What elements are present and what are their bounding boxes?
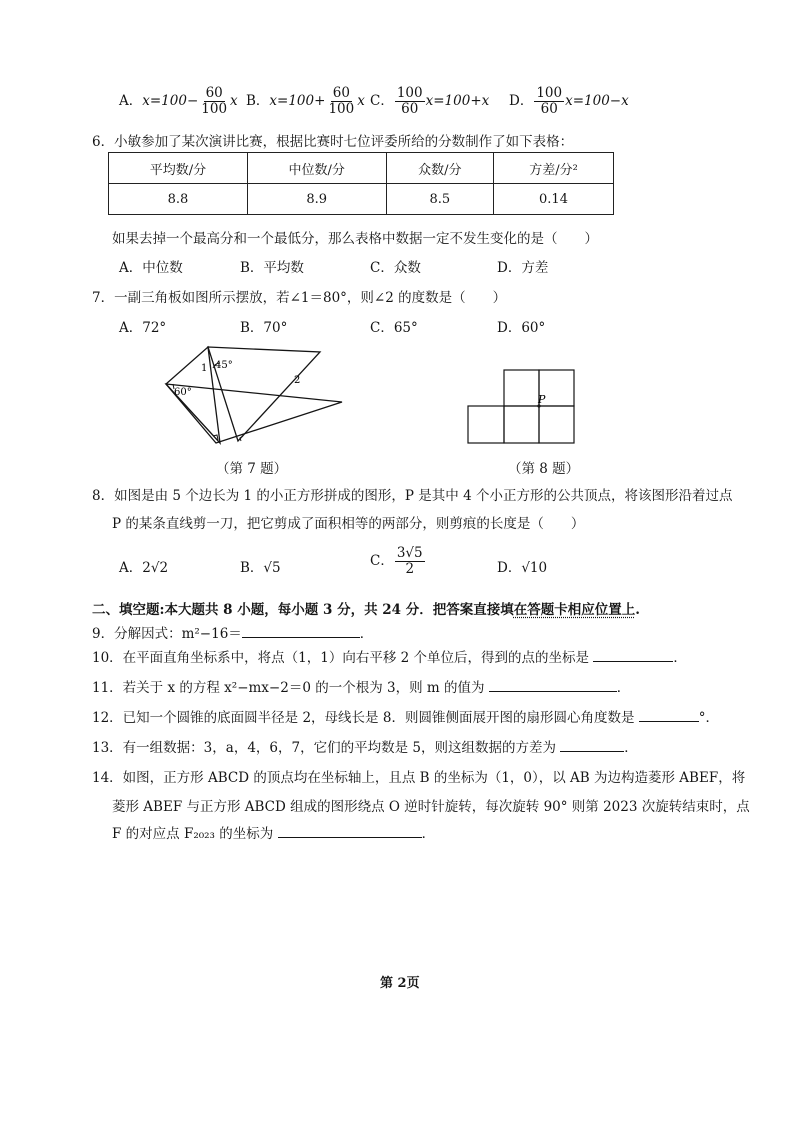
q14-line2: 菱形 ABEF 与正方形 ABCD 组成的图形绕点 O 逆时针旋转，每次旋转 90° 则第 2023 次旋转结束时，点 [112,799,750,815]
q6-option-b: B．平均数 [240,260,304,276]
q7-option-d: D．60° [497,320,546,336]
table-row [109,184,614,215]
q11: 11．若关于 x 的方程 x²−mx−2＝0 的一个根为 3，则 m 的值为 ． [92,680,631,696]
fig8-caption: （第 8 题） [508,461,580,477]
q12: 12．已知一个圆锥的底面圆半径是 2，母线长是 8．则圆锥侧面展开图的扇形圆心角度数是 °． [92,710,719,726]
q5-option-c: C． $\frac{100}{60}$ x=100+x [370,85,490,117]
q14-line1: 14．如图，正方形 ABCD 的顶点均在坐标轴上，且点 B 的坐标为（1，0），以 AB 为边构造菱形 ABEF，将 [92,770,746,786]
q13: 13．有一组数据：3，a，4，6，7，它们的平均数是 5，则这组数据的方差为 ． [92,740,638,756]
q9-answer-blank[interactable] [242,625,360,638]
q14-line3: F 的对应点 F₂₀₂₃ 的坐标为 ． [112,826,436,842]
q8-stem-line1: 8．如图是由 5 个边长为 1 的小正方形拼成的图形，P 是其中 4 个小正方形的公共顶点，将该图形沿着过点 [92,488,733,504]
q6-question: 如果去掉一个最高分和一个最低分，那么表格中数据一定不发生变化的是（ ） [112,231,598,247]
table-header-row [109,153,614,184]
q10: 10．在平面直角坐标系中，将点（1，1）向右平移 2 个单位后，得到的点的坐标是 ． [92,650,687,666]
q6-option-c: C．众数 [370,260,421,276]
q7-option-c: C．65° [370,320,418,336]
q5-option-b: B．x=100+ $\frac{60}{100}$ x [246,85,365,117]
angle-45-label: 45° [215,360,233,371]
point-p-label: P [538,393,546,406]
q8-stem-line2: P 的某条直线剪一刀，把它剪成了面积相等的两部分，则剪痕的长度是（ ） [112,516,585,532]
page-number: 第 2页 [380,976,420,991]
q10-answer-blank[interactable] [593,649,673,662]
table-cell: 8.5 [386,184,493,215]
score-table [108,152,614,215]
q5-option-a: A．x=100− $\frac{60}{100}$ x [119,85,238,117]
q13-answer-blank[interactable] [560,739,624,752]
q14-answer-blank[interactable] [278,825,422,838]
angle-1-label: 1 [201,363,208,374]
q6-stem: 6．小敏参加了某次演讲比赛，根据比赛时七位评委所给的分数制作了如下表格： [92,134,574,150]
table-cell: 0.14 [494,184,614,215]
table-cell: 8.9 [247,184,386,215]
table-header: 平均数/分 [109,153,248,184]
table-header: 方差/分² [494,153,614,184]
q8-option-a: A．2√2 [119,560,169,576]
q9: 9．分解因式：m²−16＝ ． [92,626,374,642]
q7-stem: 7．一副三角板如图所示摆放，若∠1＝80°，则∠2 的度数是（ ） [92,290,507,306]
fig7-caption: （第 7 题） [216,461,288,477]
q11-answer-blank[interactable] [489,679,617,692]
table-header: 众数/分 [386,153,493,184]
q8-option-c: C． $\frac{3√5}{2}$ [370,545,423,577]
squares-figure [466,368,578,446]
q7-option-a: A．72° [119,320,167,336]
q6-option-d: D．方差 [497,260,549,276]
angle-2-label: 2 [294,375,301,386]
table-cell: 8.8 [109,184,248,215]
q7-option-b: B．70° [240,320,288,336]
angle-60-label: 60° [174,387,192,398]
section-title: 二、填空题:本大题共 8 小题，每小题 3 分，共 24 分．把答案直接填在答题卡相应位置上. [92,602,640,618]
q12-answer-blank[interactable] [639,709,699,722]
q6-option-a: A．中位数 [119,260,183,276]
q5-option-d: D． $\frac{100}{60}$ x=100−x [509,85,629,117]
q8-option-d: D．√10 [497,560,548,576]
table-header: 中位数/分 [247,153,386,184]
q8-option-b: B．√5 [240,560,281,576]
triangle-set-figure [158,340,348,448]
